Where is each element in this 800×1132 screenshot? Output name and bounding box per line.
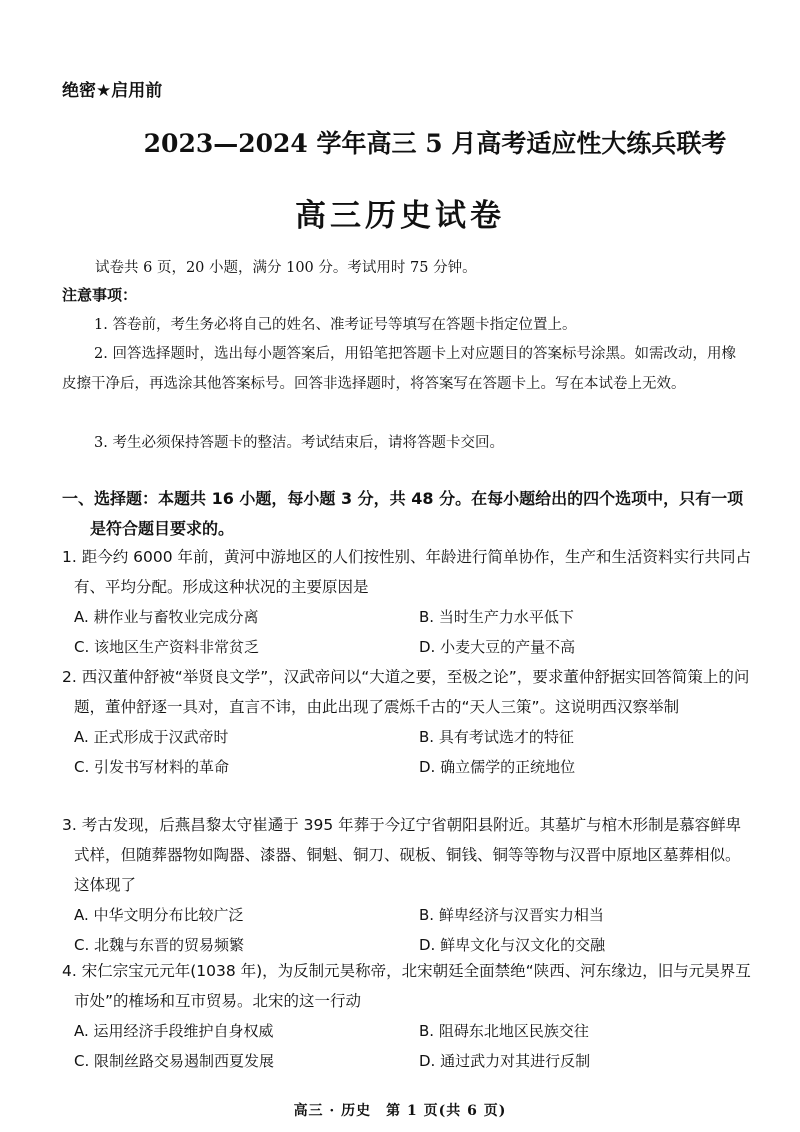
section-heading: 一、选择题：本题共 16 小题，每小题 3 分，共 48 分。在每小题给出的四个选项中，只有一项是符合题目要求的。	[62, 489, 744, 538]
question-stem: 1. 距今约 6000 年前，黄河中游地区的人们按性别、年龄进行简单协作，生产和生活资料实行共同占有、平均分配。形成这种状况的主要原因是	[62, 548, 752, 596]
option-b: B. 当时生产力水平低下	[419, 608, 574, 626]
option-d: D. 小麦大豆的产量不高	[419, 638, 576, 656]
options-grid	[62, 1016, 752, 1076]
options-grid	[62, 900, 752, 960]
option-a: A. 中华文明分布比较广泛	[74, 906, 244, 924]
notice-item: 1. 答卷前，考生务必将自己的姓名、准考证号等填写在答题卡指定位置上。	[94, 317, 577, 333]
page-footer: 高三 · 历史 第 1 页(共 6 页)	[293, 1103, 507, 1119]
question-stem: 3. 考古发现，后燕昌黎太守崔遹于 395 年葬于今辽宁省朝阳县附近。其墓圹与棺木形制是慕容鲜卑式样，但随葬器物如陶器、漆器、铜魁、铜刀、砚板、铜钱、铜等等物与汉晋中原地区墓葬相似。这体现了	[62, 816, 742, 894]
paper-title: 高三历史试卷	[295, 198, 505, 234]
option-c: C. 限制丝路交易遏制西夏发展	[74, 1052, 275, 1070]
confidential-label: 绝密★启用前	[62, 81, 163, 101]
question-stem: 4. 宋仁宗宝元元年(1038 年)，为反制元昊称帝，北宋朝廷全面禁绝“陕西、河东缘边，旧与元昊界互市处”的榷场和互市贸易。北宋的这一行动	[62, 962, 751, 1010]
options-grid	[62, 602, 752, 662]
exam-intro: 试卷共 6 页，20 小题，满分 100 分。考试用时 75 分钟。	[95, 260, 477, 276]
option-a: A. 运用经济手段维护自身权威	[74, 1022, 274, 1040]
notice-heading: 注意事项：	[62, 286, 138, 304]
question-2	[62, 662, 752, 782]
option-b: B. 具有考试选才的特征	[419, 728, 574, 746]
notice-item: 3. 考生必须保持答题卡的整洁。考试结束后，请将答题卡交回。	[94, 435, 504, 451]
option-d: D. 鲜卑文化与汉文化的交融	[419, 936, 606, 954]
question-4	[62, 956, 752, 1076]
option-a: A. 正式形成于汉武帝时	[74, 728, 229, 746]
option-d: D. 确立儒学的正统地位	[419, 758, 576, 776]
option-b: B. 阻碍东北地区民族交往	[419, 1022, 589, 1040]
exam-title: 2023—2024 学年高三 5 月高考适应性大练兵联考	[143, 129, 727, 158]
question-stem: 2. 西汉董仲舒被“举贤良文学”，汉武帝问以“大道之要，至极之论”，要求董仲舒据实回答简策上的问题，董仲舒逐一具对，直言不讳，由此出现了震烁千古的“天人三策”。这说明西汉察举制	[62, 668, 750, 716]
option-c: C. 北魏与东晋的贸易频繁	[74, 936, 245, 954]
option-a: A. 耕作业与畜牧业完成分离	[74, 608, 259, 626]
question-3	[62, 810, 752, 960]
question-1	[62, 542, 752, 662]
option-c: C. 该地区生产资料非常贫乏	[74, 638, 260, 656]
option-d: D. 通过武力对其进行反制	[419, 1052, 591, 1070]
option-c: C. 引发书写材料的革命	[74, 758, 230, 776]
option-b: B. 鲜卑经济与汉晋实力相当	[419, 906, 604, 924]
notice-item: 2. 回答选择题时，选出每小题答案后，用铅笔把答题卡上对应题目的答案标号涂黑。如需改动，用橡皮擦干净后，再选涂其他答案标号。回答非选择题时，将答案写在答题卡上。写在本试卷上无效。	[62, 346, 736, 392]
options-grid	[62, 722, 752, 782]
